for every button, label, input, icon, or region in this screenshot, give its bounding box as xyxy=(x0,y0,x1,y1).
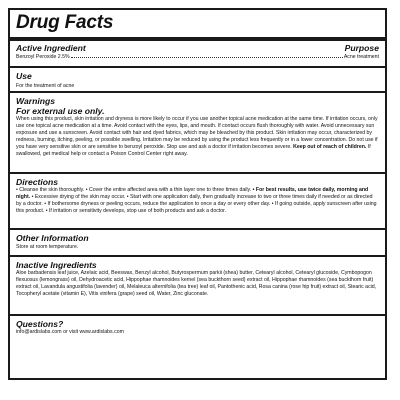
inactive-ingredients-text: Aloe barbadensis leaf juice, Azelaic acid, Beeswax, Benzyl alcohol, Butyrospermum parkii (shea) butter, Cetearyl alcohol, Cetearyl glucoside, Cymbopogon flexuosus (lemongrass) oil, Dehydroacetic acid, Hippophae rhamnoides kernel (sea buckthorn seed) extract oil, Hippophae rhamnoides (sea buckthorn fruit) extract oil, Lavandula angustifolia (lavender) oil, Melaleuca alternifolia (tea tree) leaf oil, Pantothenic acid, Rosa canina (rose hip fruit) extract oil, Stearic acid, Tocopheryl acetate (vitamin E), Vitis vinifera (grape) seed oil, Water, Zinc gluconate. xyxy=(16,270,377,297)
warnings-text xyxy=(16,116,379,159)
active-ingredient-section xyxy=(10,41,385,66)
warnings-main-text: When using this product, skin irritation and dryness is more likely to occur if you use another topical acne medication at the same time. If irritation occurs, only use one topical acne medication at a time. Avoid contact with the eyes, lips, and mouth. If contact occurs flush thoroughly with water. Avoid unnecessary sun exposure and use a sunscreen. Avoid contact with hair and dyed fabrics, which may be bleached by this product. Skin irritation may occur, characterized by redness, burning, itching, peeling, or possible swelling. Irritation may be reduced by using the product less frequently or in a lower concentration. Do not use if you have very sensitive skin or are sensitive to benzoyl peroxide. Stop use and ask a doctor if irritation becomes severe. xyxy=(16,116,378,150)
other-information-text: Store at room temperature. xyxy=(16,244,79,250)
purpose-value: Acne treatment xyxy=(343,54,379,60)
other-information-section xyxy=(10,230,385,255)
inactive-ingredients-heading: Inactive Ingredients xyxy=(16,260,97,270)
use-heading: Use xyxy=(16,71,32,81)
drug-facts-panel xyxy=(8,8,387,380)
drug-facts-title: Drug Facts xyxy=(16,12,114,33)
inactive-ingredients-section xyxy=(10,257,385,314)
directions-section xyxy=(10,174,385,228)
questions-heading: Questions? xyxy=(16,319,64,329)
warnings-section xyxy=(10,93,385,172)
use-section xyxy=(10,68,385,91)
directions-text-2: • Excessive drying of the skin may occur. • Start with one application daily, then gradually increase to two or three times daily if needed or as directed by a doctor. • If bothersome dryness or peeling occurs, reduce the application to once a day or every other day. • If going outside, apply sunscreen after using this product. • If irritation or sensitivity develops, stop use of both products and ask a doctor. xyxy=(16,193,377,214)
directions-heading: Directions xyxy=(16,177,59,187)
dot-leader xyxy=(71,57,343,58)
active-ingredient-value: Benzoyl Peroxide 2.5% xyxy=(16,54,70,60)
directions-text xyxy=(16,187,379,217)
warnings-subheading: For external use only. xyxy=(16,106,105,116)
questions-section xyxy=(10,316,385,338)
active-ingredient-heading: Active Ingredient xyxy=(16,43,86,53)
other-information-heading: Other Information xyxy=(16,233,89,243)
keep-out-of-reach-text: Keep out of reach of children. xyxy=(293,143,367,150)
purpose-heading: Purpose xyxy=(344,43,379,53)
directions-bold-text: • For best results, use twice daily, morning and night. xyxy=(16,187,369,200)
warnings-heading: Warnings xyxy=(16,96,55,106)
use-text: For the treatment of acne xyxy=(16,83,75,89)
questions-text: info@ardislabs.com or visit www.ardislabs.com xyxy=(16,329,124,335)
warnings-tail-text: If swallowed, get medical help or contact a Poison Control Center right away. xyxy=(16,143,371,157)
directions-text-1: • Cleanse the skin thoroughly. • Cover the entire affected area with a thin layer one to three times daily. xyxy=(16,187,252,193)
